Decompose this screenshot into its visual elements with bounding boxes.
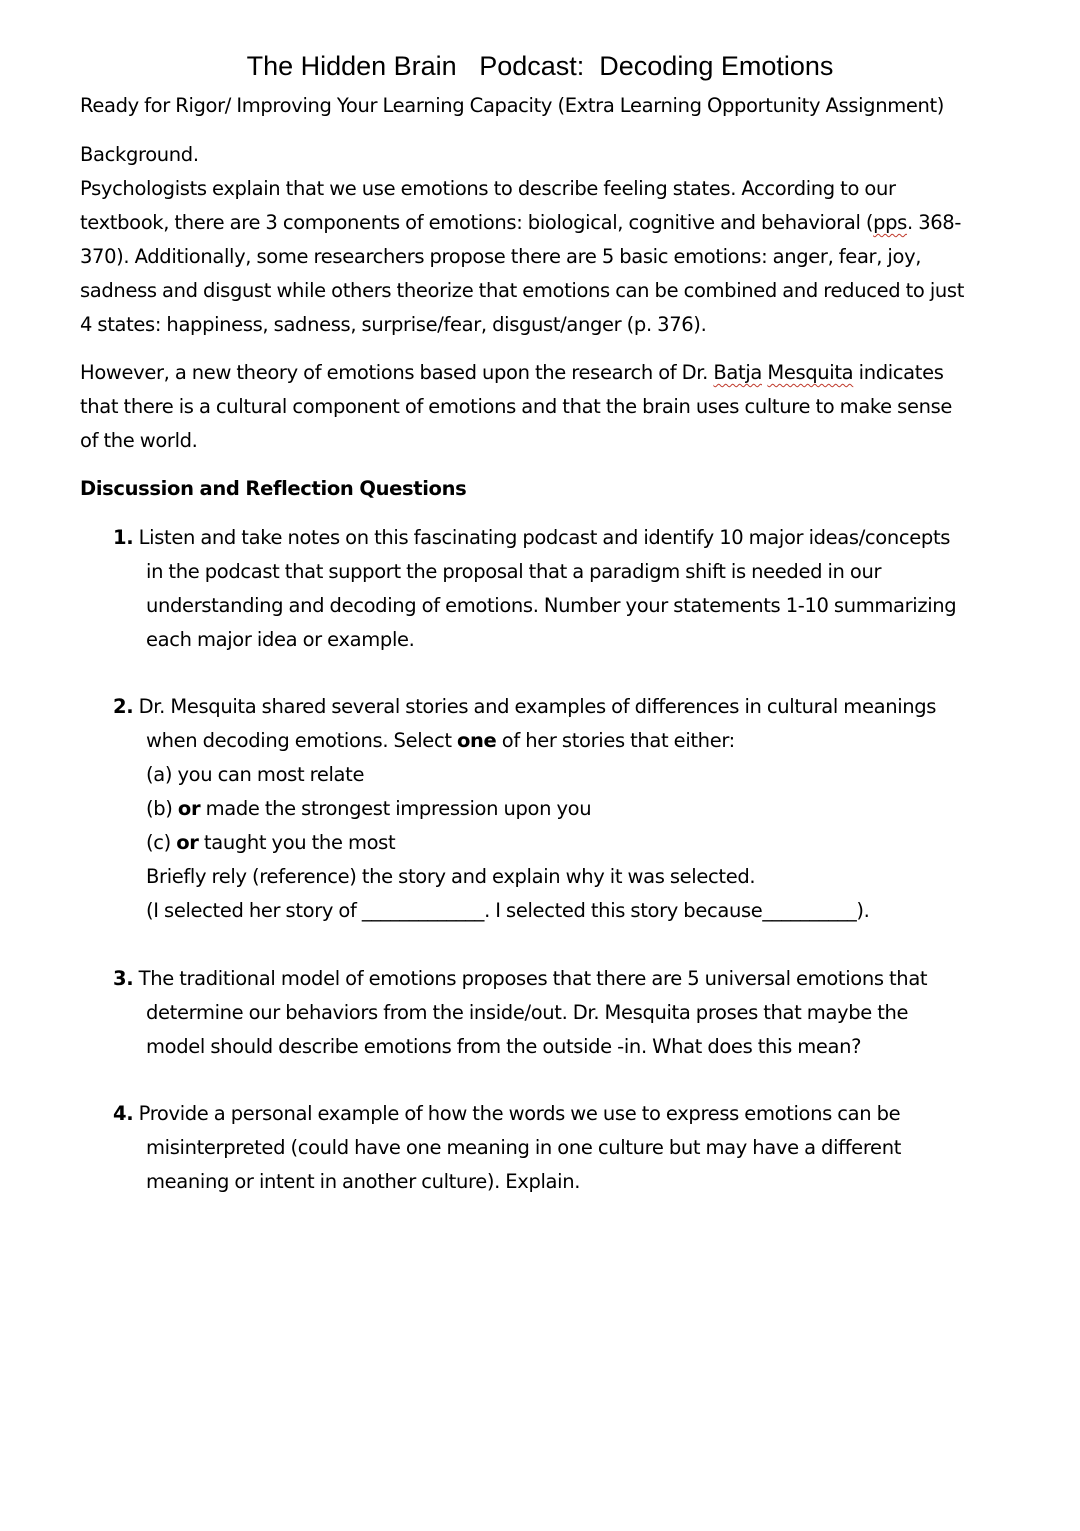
paragraph2-line-1 xyxy=(80,356,944,390)
spellcheck-word-mesquita: Mesquita xyxy=(767,361,854,384)
background-line-2-text: textbook, there are 3 components of emotions: biological, cognitive and behavioral ( xyxy=(80,211,874,234)
document-subtitle: Ready for Rigor/ Improving Your Learning Capacity (Extra Learning Opportunity Assignment) xyxy=(80,94,945,117)
background-line-5: 4 states: happiness, sadness, surprise/fear, disgust/anger (p. 376). xyxy=(80,313,707,336)
background-line-2 xyxy=(80,206,961,240)
question-2-option-a: (a) you can most relate xyxy=(146,763,365,786)
question-2-line-2 xyxy=(146,724,735,758)
question-1-number: 1. xyxy=(113,526,134,549)
question-4-number: 4. xyxy=(113,1102,134,1125)
option-b-or: or xyxy=(177,797,201,820)
question-1-line-3: understanding and decoding of emotions. Number your statements 1-10 summarizing xyxy=(146,594,957,617)
question-2-fill-in-blank: (I selected her story of _____________. I selected this story because__________). xyxy=(146,899,870,922)
question-4-line-1 xyxy=(113,1097,900,1131)
spellcheck-word-pps: pps xyxy=(873,211,907,234)
question-2-line-2-post: of her stories that either: xyxy=(496,729,735,752)
question-1-text: Listen and take notes on this fascinating podcast and identify 10 major ideas/concepts xyxy=(133,526,951,549)
background-label: Background. xyxy=(80,143,199,166)
question-3-line-1 xyxy=(113,962,927,996)
spellcheck-word-batja: Batja xyxy=(713,361,762,384)
question-2-line-2-pre: when decoding emotions. Select xyxy=(146,729,457,752)
option-c-text: taught you the most xyxy=(198,831,396,854)
option-b-text: made the strongest impression upon you xyxy=(200,797,592,820)
paragraph2-line-1-post: indicates xyxy=(853,361,944,384)
question-2-line-1 xyxy=(113,690,936,724)
question-2-option-c xyxy=(146,826,395,860)
question-2-text: Dr. Mesquita shared several stories and examples of differences in cultural meanings xyxy=(133,695,937,718)
question-2-line-6: Briefly rely (reference) the story and explain why it was selected. xyxy=(146,865,756,888)
option-c-or: or xyxy=(176,831,199,854)
question-3-line-2: determine our behaviors from the inside/out. Dr. Mesquita proses that maybe the xyxy=(146,1001,909,1024)
document-title: The Hidden Brain Podcast: Decoding Emotions xyxy=(246,51,834,81)
questions-heading: Discussion and Reflection Questions xyxy=(80,477,467,500)
paragraph2-line-1-pre: However, a new theory of emotions based upon the research of Dr. xyxy=(80,361,714,384)
question-4-line-3: meaning or intent in another culture). Explain. xyxy=(146,1170,581,1193)
question-2-number: 2. xyxy=(113,695,134,718)
paragraph2-line-2: that there is a cultural component of emotions and that the brain uses culture to make sense xyxy=(80,395,953,418)
question-1-line-1 xyxy=(113,521,950,555)
question-1-line-2: in the podcast that support the proposal that a paradigm shift is needed in our xyxy=(146,560,882,583)
question-1-line-4: each major idea or example. xyxy=(146,628,415,651)
question-4-line-2: misinterpreted (could have one meaning in one culture but may have a different xyxy=(146,1136,902,1159)
question-3-line-3: model should describe emotions from the outside -in. What does this mean? xyxy=(146,1035,862,1058)
question-3-number: 3. xyxy=(113,967,134,990)
background-line-2-end: . 368- xyxy=(907,211,962,234)
background-line-3: 370). Additionally, some researchers propose there are 5 basic emotions: anger, fear, joy, xyxy=(80,245,922,268)
question-4-text: Provide a personal example of how the words we use to express emotions can be xyxy=(133,1102,901,1125)
question-2-emphasis-one: one xyxy=(456,729,497,752)
option-b-label: (b) xyxy=(146,797,178,820)
background-line-4: sadness and disgust while others theorize that emotions can be combined and reduced to just xyxy=(80,279,965,302)
background-line-1: Psychologists explain that we use emotions to describe feeling states. According to our xyxy=(80,177,896,200)
paragraph2-line-3: of the world. xyxy=(80,429,198,452)
question-2-option-b xyxy=(146,792,591,826)
option-c-label: (c) xyxy=(146,831,177,854)
question-3-text: The traditional model of emotions proposes that there are 5 universal emotions that xyxy=(133,967,928,990)
